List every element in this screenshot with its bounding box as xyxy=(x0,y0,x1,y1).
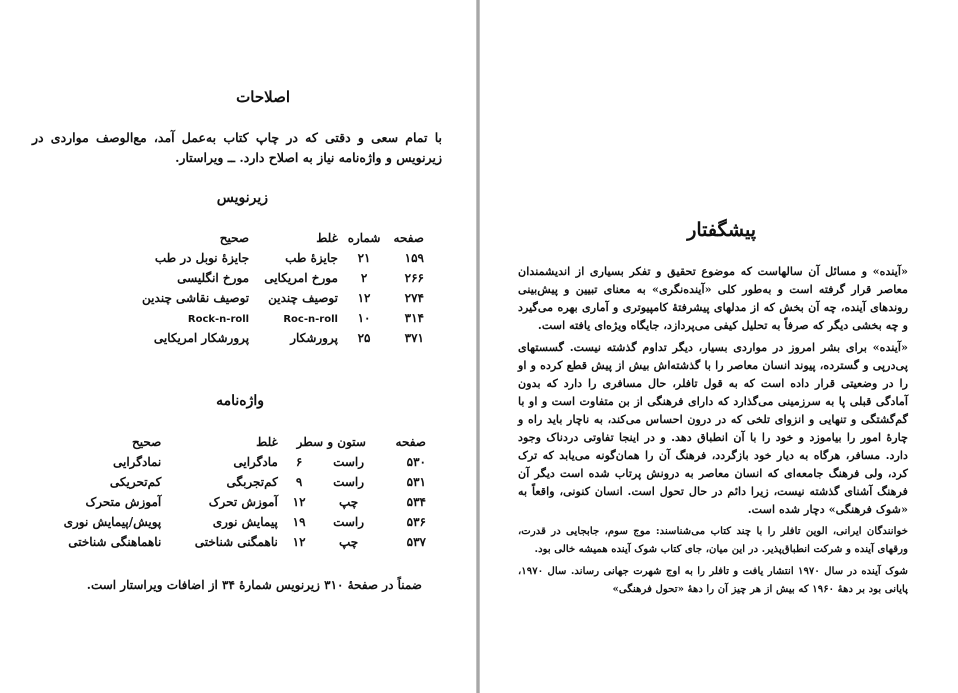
cell-page: ۵۳۴ xyxy=(406,495,426,509)
preface-body xyxy=(518,262,908,602)
cell-column: راست xyxy=(333,475,365,489)
cell-line: ۱۲ xyxy=(292,535,306,549)
cell-wrong: جایزهٔ طب xyxy=(285,251,338,265)
cell-page: ۵۳۰ xyxy=(406,455,426,469)
cell-column: چپ xyxy=(338,535,359,549)
footnotes-table xyxy=(128,228,428,348)
cell-number: ۲۱ xyxy=(357,251,371,265)
header-wrong: غلط xyxy=(316,231,338,245)
cell-page: ۲۶۶ xyxy=(404,271,424,285)
table-header-row xyxy=(128,228,428,248)
header-page: صفحه xyxy=(395,435,426,449)
header-wrong: غلط xyxy=(256,435,278,449)
cell-number: ۱۰ xyxy=(357,311,371,325)
cell-wrong: توصیف چندین xyxy=(268,291,338,305)
cell-wrong: مادگرایی xyxy=(233,455,278,469)
cell-wrong: پیمایش نوری xyxy=(212,515,278,529)
cell-right: پرورشکار امریکایی xyxy=(153,331,250,345)
cell-page: ۵۳۶ xyxy=(406,515,426,529)
cell-line: ۱۹ xyxy=(292,515,306,529)
cell-right: توصیف نقاشی چندین xyxy=(142,291,250,305)
table-row xyxy=(30,512,430,532)
cell-wrong: Roc-n-roll xyxy=(283,314,338,325)
cell-page: ۳۱۴ xyxy=(404,311,424,325)
preface-paragraph: خوانندگان ایرانی، الوین تافلر را با چند کتاب می‌شناسند: موج سوم، جابجایی در قدرت، ورقهای آینده و شرکت انطباق‌پذیر. در این میان، جای کتاب شوک آینده همیشه خالی بود. xyxy=(518,525,908,555)
preface-paragraph: «آینده» و مسائل آن سالهاست که موضوع تحقیق و تفکر بسیاری از اندیشمندان معاصر قرار گرفته است و به‌طور کلی «آینده‌نگری» به معنای تبیین و پیش‌بینی روندهای آینده، چه آن بخش که از مدلهای پیشرفتهٔ کامپیوتری و آماری بهره می‌گیرد و چه بخشی دیگر که صرفاً به تحلیل کیفی می‌پردازد، جایگاه ویژه‌ای یافته است. xyxy=(518,264,908,332)
table-row xyxy=(30,452,430,472)
cell-wrong: کم‌تجربگی xyxy=(226,475,278,489)
table-row xyxy=(30,472,430,492)
preface-title: پیشگفتار xyxy=(687,219,756,241)
header-number: شماره xyxy=(347,231,381,245)
table-row xyxy=(128,308,428,328)
header-page: صفحه xyxy=(393,231,424,245)
cell-right: کم‌تحریکی xyxy=(109,475,162,489)
table-row xyxy=(30,492,430,512)
cell-page: ۳۷۱ xyxy=(404,331,424,345)
cell-page: ۵۳۷ xyxy=(406,535,426,549)
cell-column: راست xyxy=(333,455,365,469)
table-row xyxy=(128,248,428,268)
cell-right: جایزهٔ نوبل در طب xyxy=(154,251,250,265)
glossary-table xyxy=(30,432,430,552)
cell-wrong: آموزش تحرک xyxy=(208,495,278,509)
cell-wrong: پرورشکار xyxy=(290,331,338,345)
cell-page: ۱۵۹ xyxy=(404,251,424,265)
cell-page: ۵۳۱ xyxy=(406,475,426,489)
header-right: صحیح xyxy=(131,435,162,449)
cell-right: آموزش متحرک xyxy=(85,495,162,509)
errata-intro: با تمام سعی و دقتی که در چاپ کتاب به‌عمل آمد، مع‌الوصف مواردی در زیرنویس و واژه‌نامه نیاز به اصلاح دارد. ــ ویراستار. xyxy=(32,130,442,165)
header-column-line: ستون و سطر xyxy=(296,435,366,449)
cell-right: نمادگرایی xyxy=(112,455,162,469)
cell-line: ۹ xyxy=(295,475,303,489)
table-row xyxy=(30,532,430,552)
glossary-section-title: واژه‌نامه xyxy=(216,393,264,409)
cell-line: ۱۲ xyxy=(292,495,306,509)
footnotes-section-title: زیرنویس xyxy=(216,190,268,206)
table-row xyxy=(128,288,428,308)
cell-right: ناهماهنگی شناختی xyxy=(68,535,162,549)
cell-right: Rock-n-roll xyxy=(187,314,250,325)
errata-note: ضمناً در صفحهٔ ۳۱۰ زیرنویس شمارهٔ ۳۴ از اضافات ویراستار است. xyxy=(86,578,422,592)
table-header-row xyxy=(30,432,430,452)
cell-right: پویش/پیمایش نوری xyxy=(63,515,162,529)
cell-line: ۶ xyxy=(295,455,303,469)
cell-number: ۲ xyxy=(360,271,368,285)
errata-page xyxy=(0,0,476,693)
cell-wrong: مورخ امریکایی xyxy=(264,271,338,285)
preface-paragraph: «آینده» برای بشر امروز در مواردی بسیار، دیگر تداوم گذشته نیست. گسستهای پی‌درپی و گسترده، پیوند انسان معاصر را با گذشته‌اش بیش از پیش قطع کرده و او را در وضعیتی قرار داده است که به قول تافلر، حال مسافری را دارد که بدون آمادگی قبلی پا به سرزمینی می‌گذارد که دارای فرهنگی از بن متفاوت است و او با گم‌گشتگی و تنهایی و انزوای تلخی که در درون احساس می‌کند، به ناچار باید راه و چارهٔ امور را بیاموزد و خود را با آن انطباق دهد. و در اینجا تفاوتی دردناک وجود دارد. مسافر، هرگاه به دیار خود بازگردد، فرهنگ آن را همان‌گونه می‌یابد که ترک کرد، ولی فرهنگ جامعه‌ای که انسان معاصر به درونش پرتاب شده است دیگر آن فرهنگ آشنای گذشته نیست، زیرا دائم در حال تحول است. انسان کنونی، واقعاً به «شوک فرهنگی» دچار شده است. xyxy=(518,340,908,516)
preface-paragraph: شوک آینده در سال ۱۹۷۰ انتشار یافت و تافلر را به اوج شهرت جهانی رساند. سال ۱۹۷۰، پایانی بود بر دههٔ ۱۹۶۰ که بیش از هر چیز آن را دههٔ «تحول فرهنگی» xyxy=(518,565,908,595)
cell-right: مورخ انگلیسی xyxy=(177,271,250,285)
errata-title: اصلاحات xyxy=(236,88,290,106)
table-row xyxy=(128,328,428,348)
cell-page: ۲۷۴ xyxy=(404,291,424,305)
table-row xyxy=(128,268,428,288)
cell-column: چپ xyxy=(338,495,359,509)
preface-page xyxy=(480,0,958,693)
cell-wrong: ناهمگنی شناختی xyxy=(194,535,278,549)
header-right: صحیح xyxy=(219,231,250,245)
cell-number: ۱۲ xyxy=(357,291,371,305)
cell-column: راست xyxy=(333,515,365,529)
cell-number: ۲۵ xyxy=(357,331,371,345)
